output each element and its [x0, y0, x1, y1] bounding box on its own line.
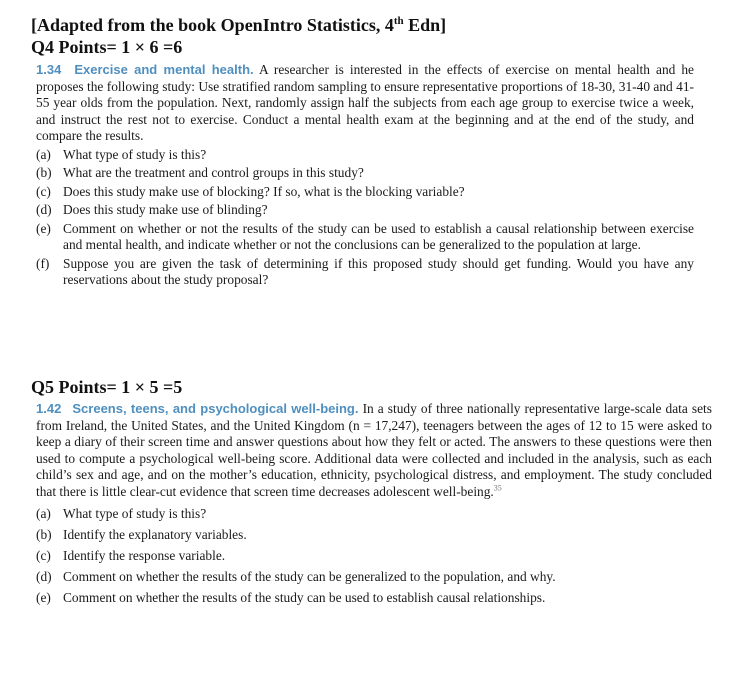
edition-superscript: th — [393, 15, 404, 27]
q4-problem-number: 1.34 — [36, 62, 62, 77]
q4-question-item — [36, 256, 694, 289]
q4-question-text: Does this study make use of blocking? If so, what is the blocking variable? — [63, 183, 465, 199]
q5-question-text: What type of study is this? — [63, 506, 207, 521]
q4-points-heading: Q4 Points= 1 × 6 =6 — [31, 37, 183, 57]
q5-block — [36, 401, 712, 607]
q4-question-item — [36, 165, 694, 182]
q5-question-label: (c) — [36, 548, 51, 563]
source-citation-text: [Adapted from the book OpenIntro Statistics, 4 — [31, 15, 394, 35]
q5-problem-paragraph — [36, 401, 712, 500]
q4-question-item — [36, 147, 694, 164]
q4-question-label: (b) — [36, 165, 52, 180]
q4-question-text: Suppose you are given the task of determining if this proposed study should get funding. Would you have any reservations about the study proposal? — [63, 255, 694, 287]
q5-question-text: Comment on whether the results of the study can be generalized to the population, and why. — [63, 569, 556, 584]
q4-question-label: (d) — [36, 202, 52, 217]
q5-question-label: (b) — [36, 527, 52, 542]
q4-problem-body: A researcher is interested in the effects of exercise on mental health and he proposes the following study: Use stratified random sampling to ensure representative proportions of 18-30, 31-40 and 41- 55 year olds from the population. Next, randomly assign half the subjects from each age group to exercise twice a week, and instruct the rest not to exercise. Conduct a mental health exam at the beginning and at the end of the study, and compare the results. — [36, 62, 695, 143]
q4-question-item — [36, 202, 694, 219]
q5-question-label: (d) — [36, 569, 52, 584]
q5-problem-title: Screens, teens, and psychological well-being. — [72, 401, 359, 416]
q5-question-text: Identify the explanatory variables. — [63, 527, 247, 542]
q4-question-text: What are the treatment and control groups in this study? — [63, 165, 364, 180]
q4-question-text: Does this study make use of blinding? — [63, 202, 268, 217]
q5-question-item — [36, 569, 712, 586]
q4-question-label: (a) — [36, 146, 51, 162]
q4-problem-title: Exercise and mental health. — [74, 62, 254, 77]
q5-footnote-marker: 35 — [493, 483, 502, 493]
q5-question-item — [36, 590, 712, 607]
q4-question-item — [36, 221, 694, 254]
q4-question-label: (c) — [36, 183, 51, 199]
q5-question-list — [36, 506, 712, 607]
q4-question-label: (f) — [36, 255, 50, 271]
q5-question-label: (e) — [36, 590, 51, 605]
q4-question-item — [36, 184, 694, 201]
source-citation — [31, 15, 446, 35]
q4-block — [36, 62, 694, 289]
source-citation-end: Edn] — [403, 15, 447, 35]
q5-question-item — [36, 527, 712, 544]
q4-question-list — [36, 147, 694, 289]
q5-problem-number: 1.42 — [36, 401, 62, 416]
q5-points-heading: Q5 Points= 1 × 5 =5 — [31, 377, 183, 397]
q5-problem-body: In a study of three nationally representative large-scale data sets from Ireland, the United States, and the United Kingdom (n = 17,247), teenagers between the ages of 12 to 15 were asked to keep a diary of their screen time and answer questions about how they felt or acted. The answers to these questions were then used to compute a psychological well-being score. Additional data were collected and included in the analysis, such as each child’s sex and age, and on the mother’s education, ethnicity, psychological distress, and employment. The study concluded that there is little clear-cut evidence that screen time decreases adolescent well-being. — [36, 401, 712, 499]
q4-question-text: What type of study is this? — [63, 146, 207, 162]
q5-question-text: Comment on whether the results of the study can be used to establish causal relationships. — [63, 590, 546, 605]
q5-question-text: Identify the response variable. — [63, 548, 226, 563]
q5-question-item — [36, 548, 712, 565]
q4-problem-paragraph — [36, 62, 694, 145]
q4-question-label: (e) — [36, 220, 51, 236]
q5-question-label: (a) — [36, 506, 51, 521]
q5-question-item — [36, 506, 712, 523]
q4-question-text: Comment on whether or not the results of the study can be used to establish a causal relationship between exercise and mental health, and indicate whether or not the conclusions can be generalized to the population at large. — [63, 220, 694, 252]
